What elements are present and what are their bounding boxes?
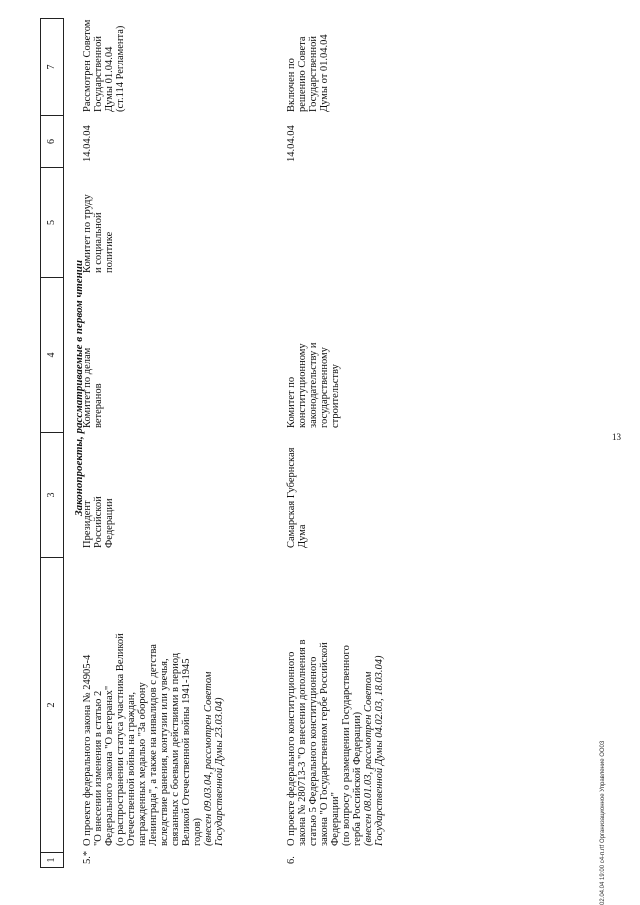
row-5-line: связанных с боевыми действиями в период [170, 652, 181, 846]
row-6-line: статью 5 Федерального конституционного [308, 656, 319, 846]
row-5-committee [82, 278, 104, 428]
row-6-line: закона "О Государственном гербе Российской [319, 642, 330, 846]
row-6-line: Федерации" [330, 792, 341, 846]
initiator-line: Дума [297, 524, 308, 548]
row-5-line: Отечественной войны на граждан, [126, 692, 137, 846]
document-page [40, 18, 620, 868]
committee-line: государственному [319, 347, 330, 428]
committee-line: Комитет по [286, 376, 297, 428]
row-5-line: вследствие ранения, контузии или увечья, [159, 658, 170, 846]
committee-line: строительству [330, 364, 341, 428]
committee-line: законодательству и [308, 342, 319, 428]
status-line: (ст.114 Регламента) [115, 25, 126, 112]
row-5-line: награжденных медалью "За оборону [137, 682, 148, 846]
row-5-line: годов) [192, 817, 203, 846]
initiator-line: Самарская Губернская [286, 447, 297, 548]
co-committee-line: и социальной [93, 212, 104, 273]
status-line: решению Совета [297, 36, 308, 112]
column-header-4: 4 [41, 277, 63, 432]
row-6-date: 14.04.04 [286, 125, 297, 162]
row-6-line: О проекте федерального конституционного [286, 651, 297, 846]
initiator-line: Российской [93, 496, 104, 548]
co-committee-line: Комитет по труду [82, 194, 93, 273]
row-5-note: Государственной Думы 23.03.04) [214, 697, 225, 846]
column-header-7: 7 [46, 64, 57, 70]
initiator-line: Федерации [104, 498, 115, 548]
row-6-number: 6. [286, 856, 297, 864]
row-6-title [286, 556, 385, 846]
row-6-line: закона № 280713-3 "О внесении дополнения в [297, 639, 308, 846]
row-6-initiator [286, 433, 308, 548]
status-line: Государственной [308, 36, 319, 112]
row-5-line: Федерального закона "О ветеранах" [104, 685, 115, 846]
row-5-date: 14.04.04 [82, 125, 93, 162]
column-header-row [40, 18, 64, 868]
column-header-1: 1 [41, 852, 63, 867]
row-5-title [82, 556, 225, 846]
column-header-3: 3 [41, 432, 63, 557]
row-5-note: (внесен 09.03.04, рассмотрен Советом [203, 671, 214, 846]
row-5-line: Ленинграда", а также на инвалидов с детства [148, 644, 159, 846]
co-committee-line: политике [104, 231, 115, 273]
status-line: Рассмотрен Советом [82, 19, 93, 112]
committee-line: Комитет по делам [82, 347, 93, 428]
row-6-line: (по вопросу о размещении Государственного [341, 645, 352, 846]
footer-text: 02.04.04 19:00 с4-п.rtf Организационное Управление ОО03 [600, 740, 606, 905]
status-line: Включен по [286, 58, 297, 112]
row-6-line: герба Российской Федерации) [352, 711, 363, 846]
initiator-line: Президент [82, 500, 93, 548]
row-5-line: "О внесении изменения в статью 2 [93, 690, 104, 846]
status-line: Думы 01.04.04 [104, 46, 115, 112]
page-number: 13 [612, 432, 621, 442]
column-header-5: 5 [41, 167, 63, 277]
row-6-note: Государственной Думы 04.02.03, 18.03.04) [374, 655, 385, 846]
row-6-note: (внесен 08.01.03, рассмотрен Советом [363, 671, 374, 846]
row-6-status [286, 17, 330, 112]
row-5-line: (о распространении статуса участника Великой [115, 633, 126, 846]
row-6-committee [286, 278, 341, 428]
row-5-line: Великой Отечественной войны 1941-1945 [181, 658, 192, 846]
column-header-6: 6 [41, 115, 63, 167]
row-5-number: 5.* [82, 850, 93, 864]
status-line: Думы от 01.04.04 [319, 34, 330, 112]
committee-line: конституционному [297, 343, 308, 428]
section-title: Законопроекты, рассматриваемые в первом чтении [73, 260, 85, 516]
committee-line: ветеранов [93, 383, 104, 428]
row-5-initiator [82, 433, 115, 548]
row-5-co-committee [82, 168, 115, 273]
row-5-status [82, 17, 126, 112]
status-line: Государственной [93, 36, 104, 112]
row-5-line: О проекте федерального закона № 24905-4 [82, 654, 93, 846]
column-header-2: 2 [41, 557, 63, 852]
